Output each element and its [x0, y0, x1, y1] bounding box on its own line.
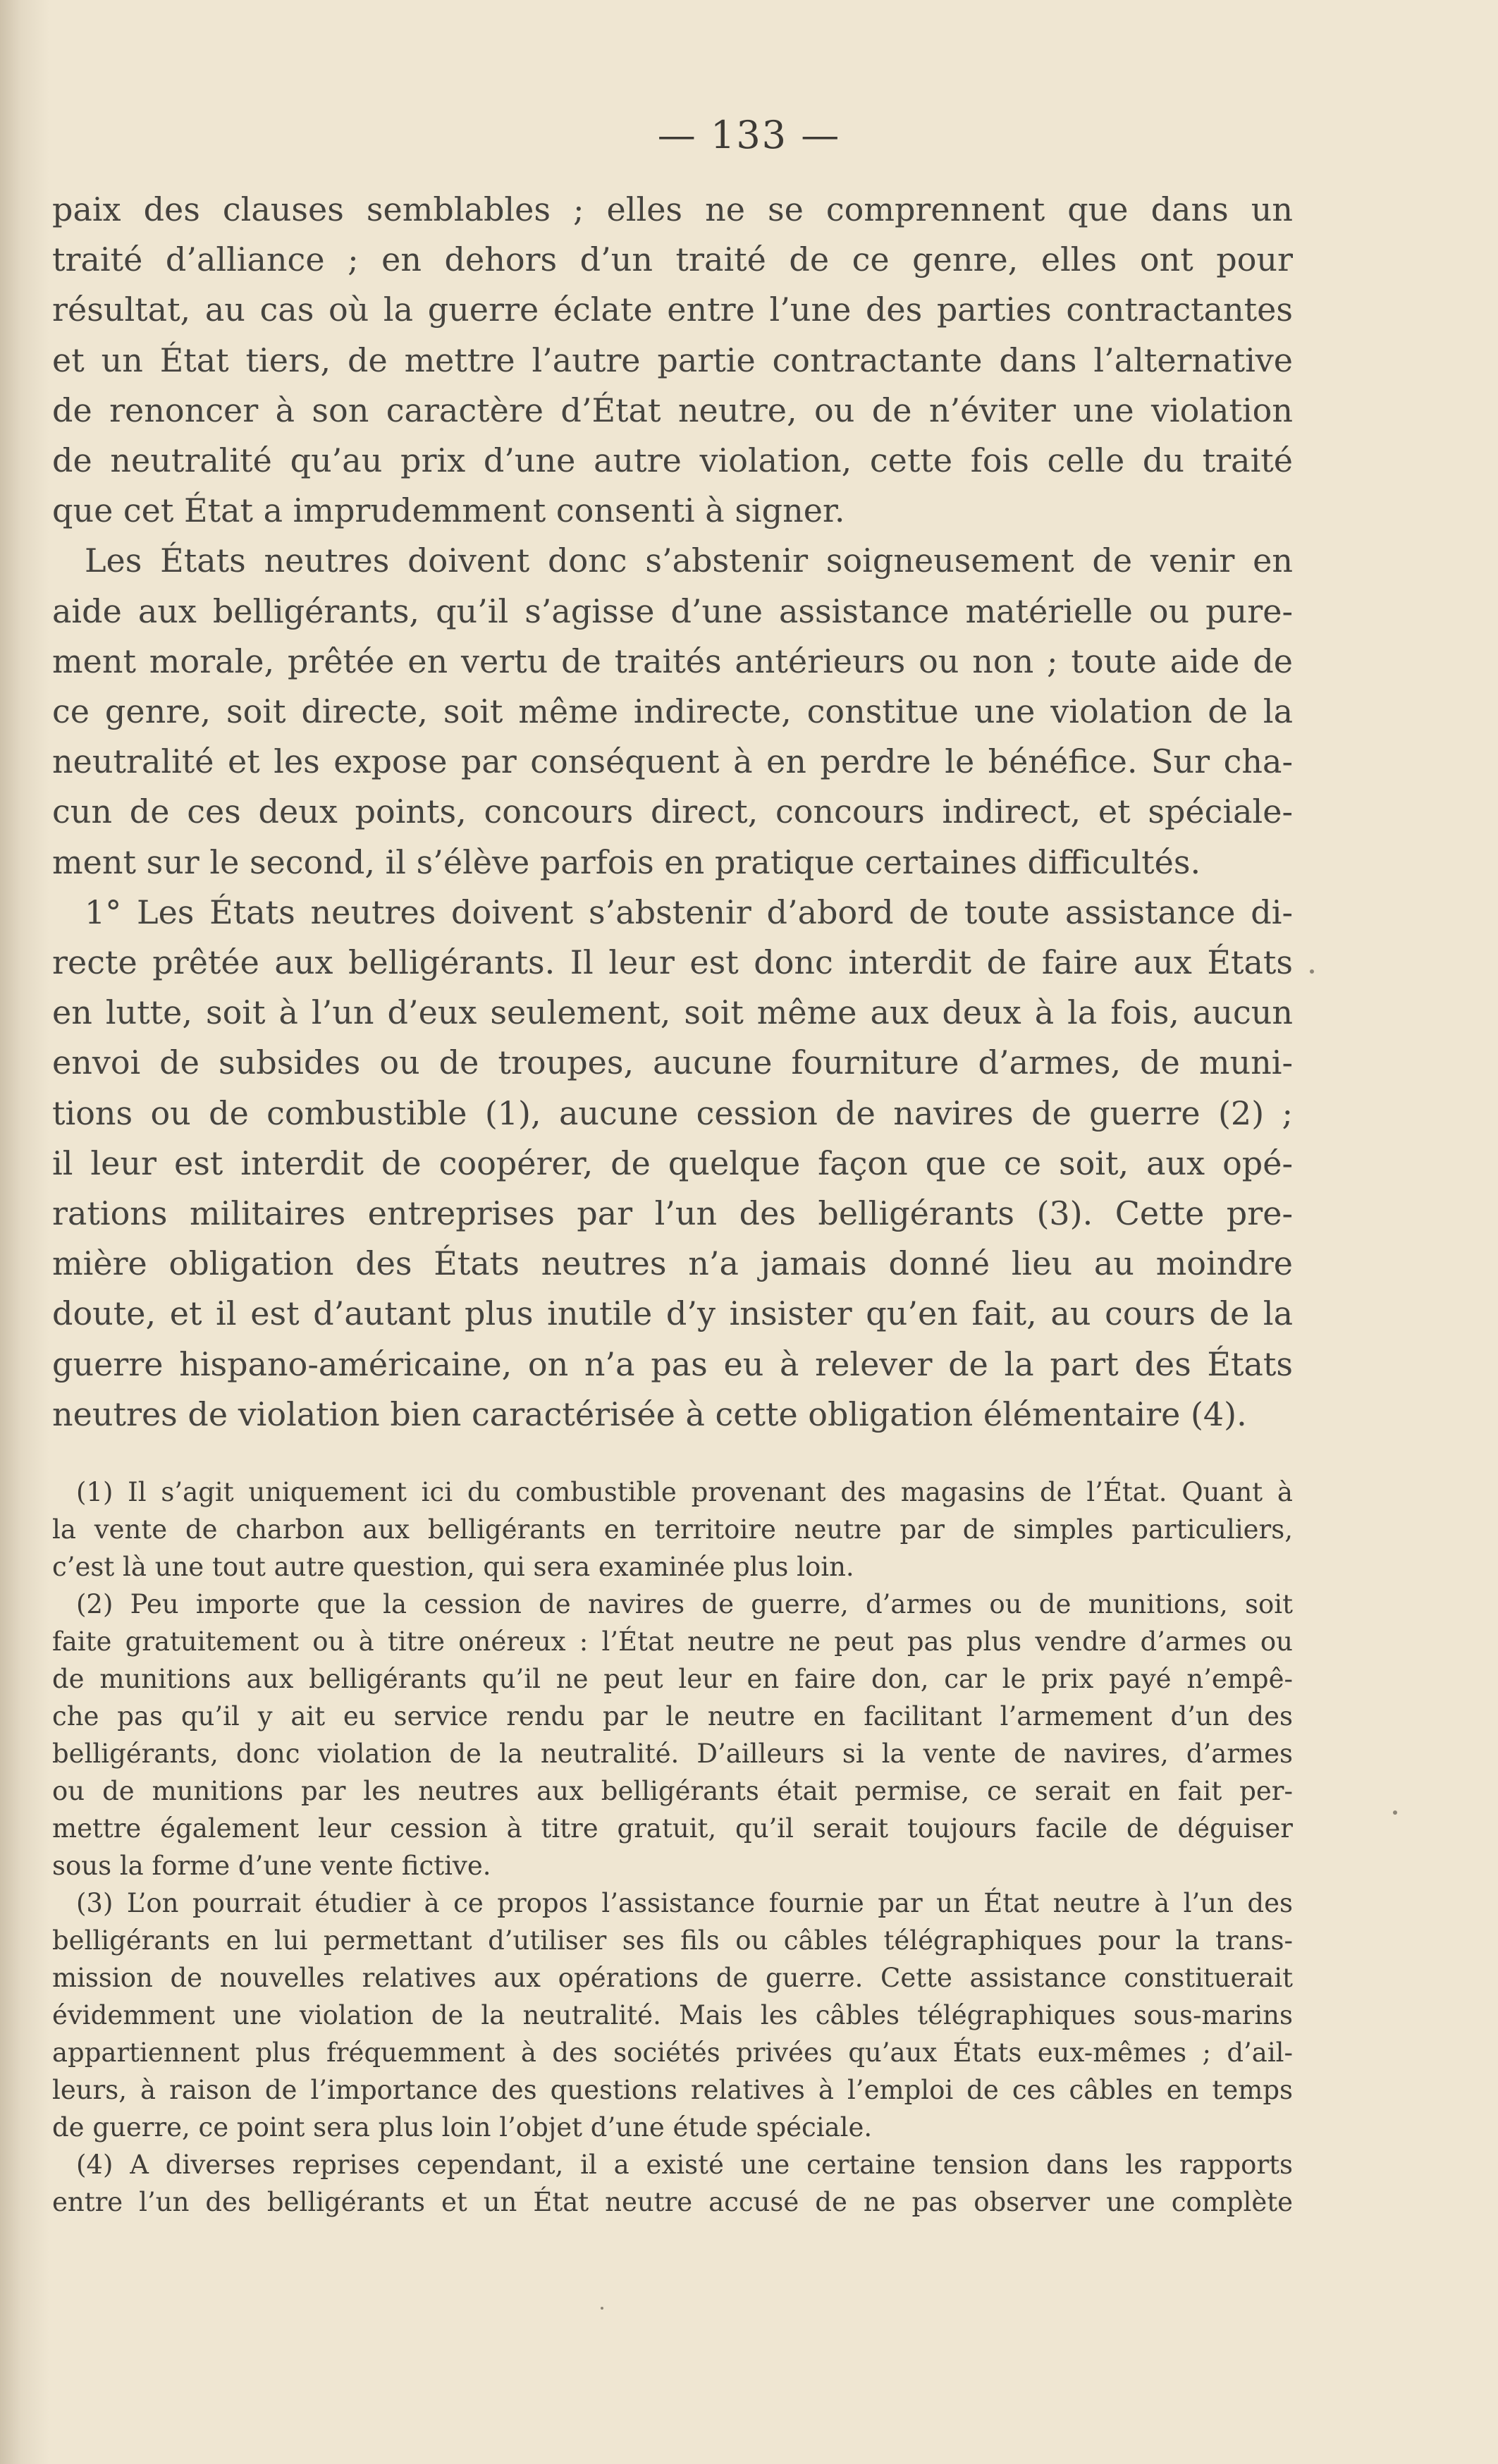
paper-speck — [1393, 1810, 1397, 1815]
text-line: ce genre, soit directe, soit même indirecte, constitue une violation de la — [52, 692, 1293, 731]
footnote-line: faite gratuitement ou à titre onéreux : l’État neutre ne peut pas plus vendre d’armes ou — [52, 1626, 1293, 1657]
text-line: doute, et il est d’autant plus inutile d’y insister qu’en fait, au cours de la — [52, 1294, 1293, 1333]
footnote-line: entre l’un des belligérants et un État neutre accusé de ne pas observer une complète — [52, 2187, 1293, 2217]
text-line: 1° Les États neutres doivent s’abstenir d’abord de toute assistance di- — [85, 893, 1293, 931]
text-line: résultat, au cas où la guerre éclate entre l’une des parties contractantes — [52, 290, 1293, 329]
footnote-line: mission de nouvelles relatives aux opérations de guerre. Cette assistance constituerait — [52, 1963, 1293, 1993]
text-line: tions ou de combustible (1), aucune cession de navires de guerre (2) ; — [52, 1093, 1293, 1132]
text-line: envoi de subsides ou de troupes, aucune fourniture d’armes, de muni- — [52, 1043, 1293, 1082]
footnote-line: c’est là une tout autre question, qui sera examinée plus loin. — [52, 1552, 854, 1582]
footnote-line: belligérants en lui permettant d’utiliser ses fils ou câbles télégraphiques pour la trans- — [52, 1925, 1293, 1956]
footnote-line: (3) L’on pourrait étudier à ce propos l’assistance fournie par un État neutre à l’un des — [76, 1888, 1293, 1918]
footnote-line: belligérants, donc violation de la neutralité. D’ailleurs si la vente de navires, d’armes — [52, 1739, 1293, 1769]
text-line: aide aux belligérants, qu’il s’agisse d’une assistance matérielle ou pure- — [52, 592, 1293, 630]
text-line: traité d’alliance ; en dehors d’un traité de ce genre, elles ont pour — [52, 240, 1293, 279]
text-line: paix des clauses semblables ; elles ne se comprennent que dans un — [52, 190, 1293, 228]
text-line: en lutte, soit à l’un d’eux seulement, soit même aux deux à la fois, aucun — [52, 993, 1293, 1032]
text-line: guerre hispano-américaine, on n’a pas eu à relever de la part des États — [52, 1344, 1293, 1383]
footnote-line: appartiennent plus fréquemment à des sociétés privées qu’aux États eux-mêmes ; d’ail- — [52, 2037, 1293, 2068]
footnote-line: mettre également leur cession à titre gratuit, qu’il serait toujours facile de déguiser — [52, 1813, 1293, 1844]
text-line: et un État tiers, de mettre l’autre partie contractante dans l’alternative — [52, 341, 1293, 379]
text-line: ment sur le second, il s’élève parfois en pratique certaines difficultés. — [52, 842, 1201, 881]
footnote-line: évidemment une violation de la neutralité. Mais les câbles télégraphiques sous-marins — [52, 2000, 1293, 2030]
text-line: il leur est interdit de coopérer, de quelque façon que ce soit, aux opé- — [52, 1144, 1293, 1182]
footnote-line: de guerre, ce point sera plus loin l’objet d’une étude spéciale. — [52, 2112, 873, 2143]
footnote-line: sous la forme d’une vente fictive. — [52, 1851, 491, 1881]
text-line: mière obligation des États neutres n’a jamais donné lieu au moindre — [52, 1244, 1293, 1283]
text-line: ment morale, prêtée en vertu de traités antérieurs ou non ; toute aide de — [52, 642, 1293, 680]
main-text — [52, 185, 1293, 1440]
text-line: de renoncer à son caractère d’État neutre, ou de n’éviter une violation — [52, 391, 1293, 429]
text-line: recte prêtée aux belligérants. Il leur est donc interdit de faire aux États — [52, 943, 1293, 982]
text-line: rations militaires entreprises par l’un des belligérants (3). Cette pre- — [52, 1194, 1293, 1233]
footnote-line: ou de munitions par les neutres aux belligérants était permise, ce serait en fait per- — [52, 1776, 1293, 1806]
footnotes — [52, 1473, 1293, 2221]
text-line: neutres de violation bien caractérisée à cette obligation élémentaire (4). — [52, 1395, 1247, 1433]
text-line: de neutralité qu’au prix d’une autre violation, cette fois celle du traité — [52, 441, 1293, 480]
footnote-line: (4) A diverses reprises cependant, il a existé une certaine tension dans les rapports — [76, 2150, 1293, 2180]
text-line: Les États neutres doivent donc s’abstenir soigneusement de venir en — [85, 541, 1293, 580]
text-line: cun de ces deux points, concours direct, concours indirect, et spéciale- — [52, 792, 1293, 831]
text-line: neutralité et les expose par conséquent à en perdre le bénéfice. Sur cha- — [52, 742, 1293, 781]
footnote-line: (2) Peu importe que la cession de navires de guerre, d’armes ou de munitions, soit — [76, 1589, 1293, 1619]
footnote-line: leurs, à raison de l’importance des questions relatives à l’emploi de ces câbles en temps — [52, 2075, 1293, 2105]
text-line: que cet État a imprudemment consenti à signer. — [52, 491, 845, 530]
paper-speck — [601, 2307, 603, 2310]
page-number: — 133 — — [657, 113, 841, 157]
footnote-line: che pas qu’il y ait eu service rendu par le neutre en facilitant l’armement d’un des — [52, 1701, 1293, 1731]
footnote-line: de munitions aux belligérants qu’il ne peut leur en faire don, car le prix payé n’empê- — [52, 1664, 1293, 1694]
paper-speck — [1310, 969, 1314, 974]
footnote-line: la vente de charbon aux belligérants en territoire neutre par de simples particuliers, — [52, 1514, 1293, 1545]
footnote-line: (1) Il s’agit uniquement ici du combustible provenant des magasins de l’État. Quant à — [76, 1477, 1293, 1507]
